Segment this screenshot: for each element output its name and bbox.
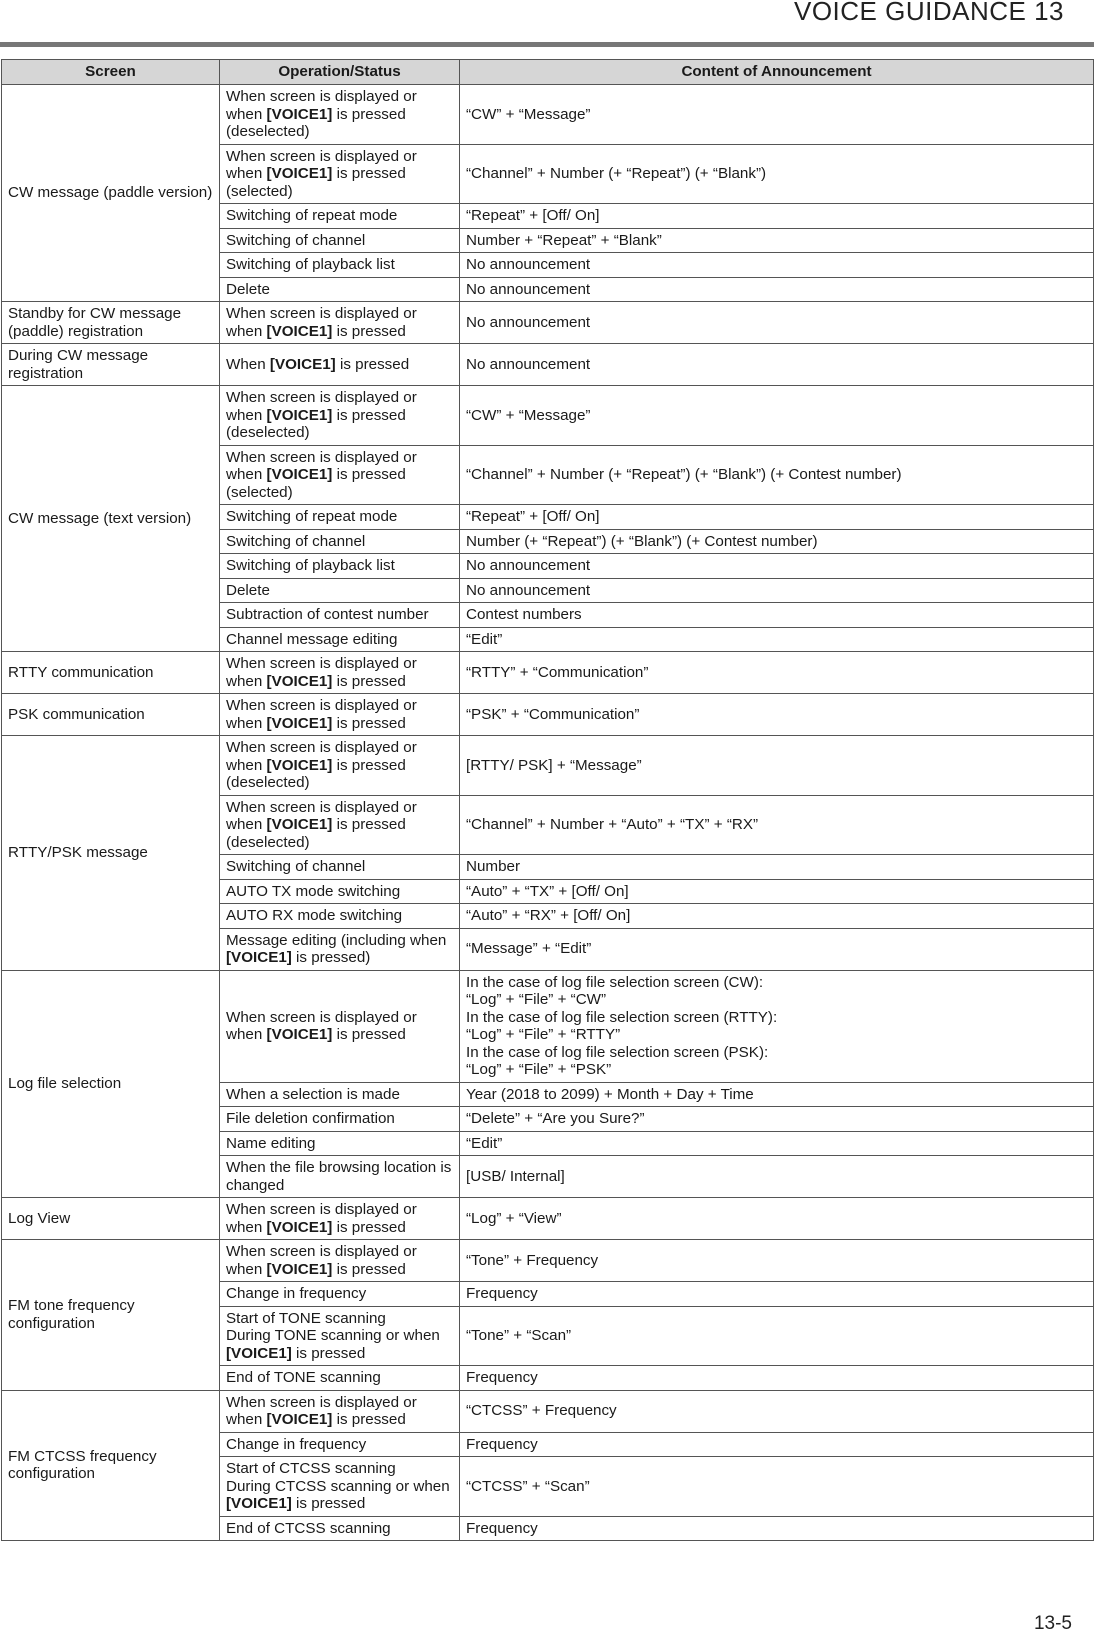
announcement-cell xyxy=(460,228,1094,253)
operation-text: AUTO RX mode switching xyxy=(226,907,403,924)
operation-cell xyxy=(220,1366,460,1391)
screen-cell: During CW message registration xyxy=(2,344,220,386)
announcement-cell xyxy=(460,144,1094,204)
announcement-line: In the case of log file selection screen (CW): xyxy=(466,973,764,991)
table-row xyxy=(2,694,1094,736)
operation-cell xyxy=(220,1432,460,1457)
screen-cell: CW message (text version) xyxy=(2,386,220,652)
operation-text: is pressed xyxy=(335,355,410,373)
announcement-line: [RTTY/ PSK] + “Message” xyxy=(466,756,642,774)
operation-text: Name editing xyxy=(226,1134,316,1152)
operation-text: File deletion confirmation xyxy=(226,1110,395,1127)
operation-text: is pressed) xyxy=(291,949,371,966)
operation-text: is pressed (selected) xyxy=(226,466,406,501)
announcement-cell xyxy=(460,694,1094,736)
announcement-line: “Repeat” + [Off/ On] xyxy=(466,207,600,224)
key-label: [VOICE1] xyxy=(266,466,333,483)
operation-cell xyxy=(220,736,460,796)
screen-cell: RTTY communication xyxy=(2,652,220,694)
screen-cell: FM tone frequency configuration xyxy=(2,1240,220,1391)
operation-text: Switching of playback list xyxy=(226,256,395,273)
announcement-cell xyxy=(460,652,1094,694)
announcement-line: Number (+ “Repeat”) (+ “Blank”) (+ Contest number) xyxy=(466,532,818,550)
announcement-cell xyxy=(460,85,1094,145)
announcement-line: Frequency xyxy=(466,1369,538,1386)
announcement-cell xyxy=(460,928,1094,970)
table-header-row xyxy=(2,60,1094,85)
announcement-line: “Auto” + “RX” + [Off/ On] xyxy=(466,907,631,924)
operation-cell xyxy=(220,1107,460,1132)
operation-cell xyxy=(220,204,460,229)
operation-cell xyxy=(220,228,460,253)
operation-text: When xyxy=(226,355,270,373)
announcement-cell xyxy=(460,1432,1094,1457)
operation-text: When the file browsing location is changed xyxy=(226,1159,452,1194)
operation-cell xyxy=(220,694,460,736)
operation-cell xyxy=(220,554,460,579)
operation-cell xyxy=(220,1516,460,1541)
table-row xyxy=(2,386,1094,446)
announcement-cell xyxy=(460,554,1094,579)
screen-cell: PSK communication xyxy=(2,694,220,736)
operation-cell xyxy=(220,144,460,204)
operation-text: is pressed xyxy=(332,672,406,690)
screen-cell: Standby for CW message (paddle) registration xyxy=(2,302,220,344)
screen-cell: FM CTCSS frequency configuration xyxy=(2,1390,220,1541)
screen-cell: RTTY/PSK message xyxy=(2,736,220,971)
operation-cell xyxy=(220,1457,460,1517)
operation-cell xyxy=(220,1282,460,1307)
table-row xyxy=(2,1198,1094,1240)
operation-text: Delete xyxy=(226,581,270,599)
announcement-cell xyxy=(460,253,1094,278)
operation-text: Message editing (including when xyxy=(226,931,447,949)
announcement-line: [USB/ Internal] xyxy=(466,1167,565,1185)
operation-cell xyxy=(220,344,460,386)
page-number: 13-5 xyxy=(1033,1613,1072,1634)
table-row xyxy=(2,1240,1094,1282)
announcement-line: No announcement xyxy=(466,557,591,574)
operation-text: is pressed (deselected) xyxy=(226,406,406,441)
operation-text: Switching of repeat mode xyxy=(226,207,398,224)
operation-text: Delete xyxy=(226,280,270,298)
operation-cell xyxy=(220,85,460,145)
table-row xyxy=(2,85,1094,145)
announcement-line: In the case of log file selection screen (RTTY): xyxy=(466,1008,778,1026)
operation-cell xyxy=(220,1131,460,1156)
key-label: [VOICE1] xyxy=(226,1344,292,1362)
operation-cell xyxy=(220,795,460,855)
operation-text: is pressed (deselected) xyxy=(226,756,406,791)
announcement-line: Frequency xyxy=(466,1435,538,1453)
key-label: [VOICE1] xyxy=(266,1218,333,1236)
operation-text: is pressed xyxy=(332,1411,406,1428)
announcement-line: “Tone” + Frequency xyxy=(466,1251,599,1269)
operation-text: is pressed xyxy=(332,322,406,340)
operation-cell xyxy=(220,277,460,302)
key-label: [VOICE1] xyxy=(266,756,333,774)
operation-text: When screen is displayed or when xyxy=(226,389,417,424)
operation-text: When a selection is made xyxy=(226,1085,400,1103)
announcement-cell xyxy=(460,1240,1094,1282)
announcement-line: “Delete” + “Are you Sure?” xyxy=(466,1110,645,1127)
announcement-line: “Tone” + “Scan” xyxy=(466,1327,572,1344)
announcement-line: “CTCSS” + “Scan” xyxy=(466,1477,590,1495)
key-label: [VOICE1] xyxy=(269,355,336,373)
key-label: [VOICE1] xyxy=(266,1411,333,1428)
operation-text: is pressed xyxy=(332,714,406,732)
operation-text: Start of CTCSS scanning xyxy=(226,1460,396,1477)
key-label: [VOICE1] xyxy=(266,105,333,123)
operation-text: is pressed (deselected) xyxy=(226,105,406,140)
operation-text: is pressed xyxy=(332,1260,406,1278)
operation-text: When screen is displayed or when xyxy=(226,798,417,833)
page-header-title: VOICE GUIDANCE 13 xyxy=(793,0,1064,26)
operation-cell xyxy=(220,928,460,970)
announcement-line: No announcement xyxy=(466,280,591,298)
announcement-cell xyxy=(460,879,1094,904)
operation-text: When screen is displayed or when xyxy=(226,88,417,123)
announcement-line: “Log” + “File” + “PSK” xyxy=(466,1061,612,1078)
announcement-line: “Message” + “Edit” xyxy=(466,940,592,958)
announcement-cell xyxy=(460,386,1094,446)
header-rule xyxy=(0,42,1094,47)
announcement-cell xyxy=(460,736,1094,796)
operation-cell xyxy=(220,904,460,929)
announcement-line: “Channel” + Number + “Auto” + “TX” + “RX” xyxy=(466,816,759,833)
operation-text: is pressed xyxy=(291,1344,366,1362)
announcement-cell xyxy=(460,445,1094,505)
announcement-cell xyxy=(460,1390,1094,1432)
operation-cell xyxy=(220,578,460,603)
operation-text: When screen is displayed or when xyxy=(226,448,417,483)
key-label: [VOICE1] xyxy=(266,165,333,182)
operation-cell xyxy=(220,855,460,880)
operation-text: When screen is displayed or when xyxy=(226,1201,417,1236)
column-header-content: Content of Announcement xyxy=(460,60,1094,85)
announcement-line: “CTCSS” + Frequency xyxy=(466,1402,617,1420)
announcement-line: “CW” + “Message” xyxy=(466,105,591,123)
operation-text: Subtraction of contest number xyxy=(226,606,429,623)
operation-text: is pressed xyxy=(291,1495,366,1512)
announcement-line: “Edit” xyxy=(466,630,503,648)
column-header-screen: Screen xyxy=(2,60,220,85)
operation-text: When screen is displayed or when xyxy=(226,739,417,774)
operation-text: Change in frequency xyxy=(226,1435,367,1453)
announcement-line: “Channel” + Number (+ “Repeat”) (+ “Blank”) xyxy=(466,165,767,182)
screen-cell: CW message (paddle version) xyxy=(2,85,220,302)
announcement-cell xyxy=(460,344,1094,386)
announcement-cell xyxy=(460,1198,1094,1240)
operation-text: Switching of channel xyxy=(226,532,366,550)
announcement-line: “Channel” + Number (+ “Repeat”) (+ “Blank”) (+ Contest number) xyxy=(466,466,902,483)
announcement-line: No announcement xyxy=(466,256,591,273)
operation-text: is pressed (selected) xyxy=(226,165,406,200)
operation-text: Switching of repeat mode xyxy=(226,508,398,525)
operation-cell xyxy=(220,1156,460,1198)
table-row xyxy=(2,302,1094,344)
operation-text: When screen is displayed or when xyxy=(226,1243,417,1278)
announcement-line: “RTTY” + “Communication” xyxy=(466,663,649,681)
screen-cell: Log file selection xyxy=(2,970,220,1198)
announcement-cell xyxy=(460,1082,1094,1107)
announcement-cell xyxy=(460,1107,1094,1132)
operation-text: When screen is displayed or when xyxy=(226,305,417,340)
announcement-cell xyxy=(460,855,1094,880)
announcement-cell xyxy=(460,1131,1094,1156)
announcement-line: “Log” + “File” + “CW” xyxy=(466,991,607,1008)
key-label: [VOICE1] xyxy=(226,949,292,966)
announcement-line: Contest numbers xyxy=(466,606,582,623)
operation-text: Switching of channel xyxy=(226,231,366,249)
announcement-cell xyxy=(460,603,1094,628)
announcement-line: No announcement xyxy=(466,581,591,599)
announcement-line: Number + “Repeat” + “Blank” xyxy=(466,231,662,249)
operation-text: AUTO TX mode switching xyxy=(226,882,401,900)
announcement-line: “CW” + “Message” xyxy=(466,406,591,424)
announcement-line: No announcement xyxy=(466,355,591,373)
announcement-line: “PSK” + “Communication” xyxy=(466,705,640,723)
operation-text: Switching of channel xyxy=(226,858,366,875)
operation-cell xyxy=(220,302,460,344)
announcement-cell xyxy=(460,1282,1094,1307)
key-label: [VOICE1] xyxy=(266,816,333,833)
announcement-cell xyxy=(460,277,1094,302)
announcement-cell xyxy=(460,1457,1094,1517)
announcement-cell xyxy=(460,204,1094,229)
announcement-line: “Log” + “View” xyxy=(466,1209,562,1227)
operation-cell xyxy=(220,529,460,554)
announcement-line: No announcement xyxy=(466,313,591,331)
announcement-cell xyxy=(460,1366,1094,1391)
operation-text: is pressed (deselected) xyxy=(226,816,406,851)
column-header-operation: Operation/Status xyxy=(220,60,460,85)
operation-text: When screen is displayed or when xyxy=(226,1393,417,1428)
operation-cell xyxy=(220,505,460,530)
announcement-line: “Log” + “File” + “RTTY” xyxy=(466,1026,621,1043)
announcement-cell xyxy=(460,578,1094,603)
operation-text: End of TONE scanning xyxy=(226,1369,381,1386)
announcement-cell xyxy=(460,505,1094,530)
announcement-cell xyxy=(460,904,1094,929)
operation-text: When screen is displayed or when xyxy=(226,655,417,690)
screen-cell: Log View xyxy=(2,1198,220,1240)
operation-cell xyxy=(220,1390,460,1432)
announcement-line: Frequency xyxy=(466,1285,538,1302)
voice-announcement-table xyxy=(1,59,1094,1541)
operation-cell xyxy=(220,603,460,628)
operation-cell xyxy=(220,386,460,446)
key-label: [VOICE1] xyxy=(266,1260,333,1278)
announcement-cell xyxy=(460,795,1094,855)
key-label: [VOICE1] xyxy=(266,322,333,340)
table-row xyxy=(2,344,1094,386)
announcement-cell xyxy=(460,627,1094,652)
operation-text: is pressed xyxy=(332,1218,406,1236)
table-row xyxy=(2,652,1094,694)
operation-text: Start of TONE scanning xyxy=(226,1309,386,1327)
announcement-cell xyxy=(460,1516,1094,1541)
announcement-line: Frequency xyxy=(466,1519,538,1537)
announcement-line: “Repeat” + [Off/ On] xyxy=(466,508,600,525)
operation-cell xyxy=(220,445,460,505)
announcement-cell xyxy=(460,529,1094,554)
operation-text: Channel message editing xyxy=(226,630,398,648)
operation-cell xyxy=(220,253,460,278)
operation-cell xyxy=(220,1306,460,1366)
announcement-line: Number xyxy=(466,858,521,875)
table-row xyxy=(2,970,1094,1082)
operation-cell xyxy=(220,1198,460,1240)
announcement-cell xyxy=(460,1306,1094,1366)
operation-text: End of CTCSS scanning xyxy=(226,1519,391,1537)
operation-text: When screen is displayed or when xyxy=(226,1008,417,1043)
operation-text: When screen is displayed or when xyxy=(226,697,417,732)
table-body xyxy=(2,85,1094,1541)
announcement-cell xyxy=(460,970,1094,1082)
announcement-line: Year (2018 to 2099) + Month + Day + Time xyxy=(466,1085,754,1103)
operation-cell xyxy=(220,652,460,694)
operation-text: is pressed xyxy=(332,1026,406,1043)
table-row xyxy=(2,1390,1094,1432)
key-label: [VOICE1] xyxy=(266,672,333,690)
key-label: [VOICE1] xyxy=(266,406,333,424)
operation-cell xyxy=(220,879,460,904)
announcement-line: In the case of log file selection screen (PSK): xyxy=(466,1043,769,1061)
operation-text: During TONE scanning or when xyxy=(226,1327,440,1344)
table-row xyxy=(2,736,1094,796)
operation-cell xyxy=(220,970,460,1082)
operation-cell xyxy=(220,627,460,652)
operation-text: Switching of playback list xyxy=(226,557,395,574)
key-label: [VOICE1] xyxy=(266,714,333,732)
announcement-line: “Auto” + “TX” + [Off/ On] xyxy=(466,882,629,900)
key-label: [VOICE1] xyxy=(266,1026,333,1043)
key-label: [VOICE1] xyxy=(226,1495,292,1512)
operation-text: When screen is displayed or when xyxy=(226,147,417,182)
operation-text: During CTCSS scanning or when xyxy=(226,1477,450,1495)
operation-text: Change in frequency xyxy=(226,1285,367,1302)
announcement-line: “Edit” xyxy=(466,1134,503,1152)
announcement-cell xyxy=(460,302,1094,344)
operation-cell xyxy=(220,1240,460,1282)
announcement-cell xyxy=(460,1156,1094,1198)
operation-cell xyxy=(220,1082,460,1107)
